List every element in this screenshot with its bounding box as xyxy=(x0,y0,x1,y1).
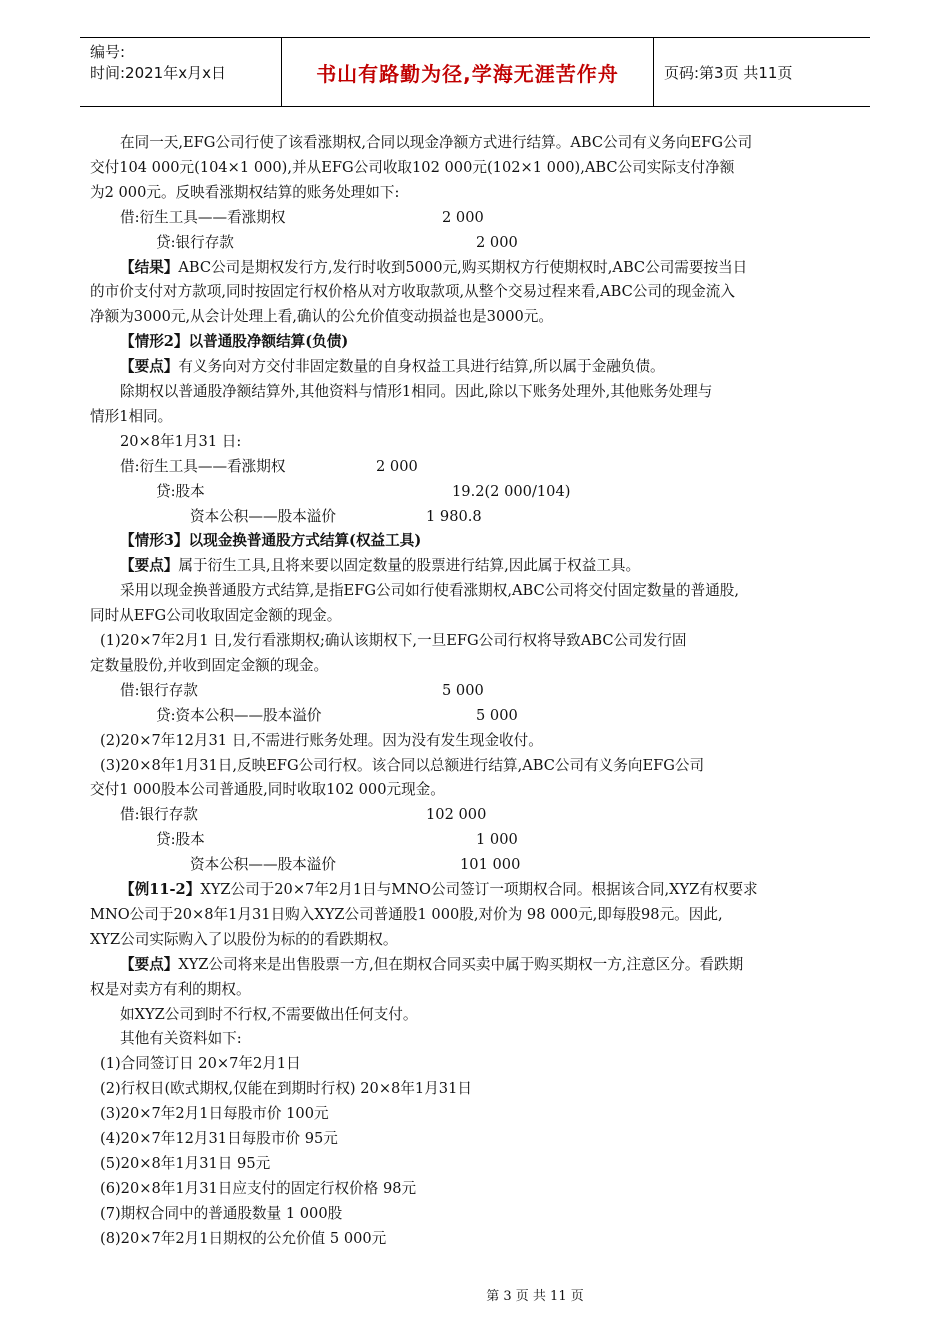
paragraph-text: (7)期权合同中的普通股数量 1 000股 xyxy=(100,1204,343,1222)
journal-entry-line xyxy=(90,704,862,729)
paragraph-line xyxy=(90,1027,862,1052)
document-number-label: 编号: xyxy=(90,43,126,61)
labeled-paragraph-line xyxy=(90,878,862,903)
paragraph-text: 20×8年1月31 日: xyxy=(120,432,242,450)
document-date-label: 时间:2021年x月x日 xyxy=(90,64,226,82)
journal-amount: 1 980.8 xyxy=(426,507,482,525)
paragraph-line xyxy=(90,903,862,928)
journal-account: 借:银行存款 xyxy=(120,681,198,699)
paragraph-line xyxy=(90,405,862,430)
paragraph-text: (5)20×8年1月31日 95元 xyxy=(100,1155,271,1172)
paragraph-text: 情形1相同。 xyxy=(90,407,173,425)
journal-entry-line xyxy=(90,803,862,828)
journal-account: 贷:银行存款 xyxy=(156,233,234,251)
paragraph-text: XYZ公司实际购入了以股份为标的的看跌期权。 xyxy=(90,930,398,948)
page-footer: 第 3 页 共 11 页 xyxy=(486,1289,584,1304)
journal-account: 资本公积——股本溢价 xyxy=(190,507,336,525)
paragraph-line xyxy=(90,181,862,206)
paragraph-line xyxy=(90,579,862,604)
labeled-paragraph-line xyxy=(90,256,862,281)
paragraph-text: 交付1 000股本公司普通股,同时收取102 000元现金。 xyxy=(90,781,445,799)
paragraph-line xyxy=(90,754,862,779)
paragraph-text: (8)20×7年2月1日期权的公允价值 5 000元 xyxy=(100,1229,387,1247)
paragraph-line xyxy=(90,1177,862,1202)
paragraph-line xyxy=(90,1003,862,1028)
header-meta xyxy=(80,38,282,106)
paragraph-line xyxy=(90,654,862,679)
journal-account: 借:银行存款 xyxy=(120,806,198,824)
header-motto: 书山有路勤为径,学海无涯苦作舟 xyxy=(282,38,654,106)
journal-account: 贷:股本 xyxy=(156,831,205,849)
paragraph-text: (2)行权日(欧式期权,仅能在到期时行权) 20×8年1月31日 xyxy=(100,1080,472,1098)
paragraph-line xyxy=(90,1077,862,1102)
journal-amount: 1 000 xyxy=(476,831,518,849)
paragraph-label: 【要点】 xyxy=(120,955,179,973)
paragraph-text: 为2 000元。反映看涨期权结算的账务处理如下: xyxy=(90,183,400,201)
paragraph-line xyxy=(90,629,862,654)
paragraph-text: (3)20×7年2月1日每股市价 100元 xyxy=(100,1105,329,1123)
paragraph-text: (4)20×7年12月31日每股市价 95元 xyxy=(100,1130,338,1148)
paragraph-text: 采用以现金换普通股方式结算,是指EFG公司如行使看涨期权,ABC公司将交付固定数量的普通股, xyxy=(120,582,740,600)
journal-entry-line xyxy=(90,505,862,530)
paragraph-text: 除期权以普通股净额结算外,其他资料与情形1相同。因此,除以下账务处理外,其他账务处理与 xyxy=(120,383,713,401)
journal-amount: 5 000 xyxy=(476,706,518,724)
labeled-paragraph-line xyxy=(90,355,862,380)
paragraph-text: XYZ公司于20×7年2月1日与MNO公司签订一项期权合同。根据该合同,XYZ有权要求 xyxy=(200,881,758,899)
paragraph-line xyxy=(90,1152,862,1177)
paragraph-text: 定数量股份,并收到固定金额的现金。 xyxy=(90,656,329,674)
paragraph-text: (1)合同签订日 20×7年2月1日 xyxy=(100,1055,301,1073)
paragraph-line xyxy=(90,604,862,629)
journal-account: 借:衍生工具——看涨期权 xyxy=(120,457,286,475)
header-page-number: 页码:第3页 共11页 xyxy=(664,63,793,82)
paragraph-line xyxy=(90,729,862,754)
paragraph-text: (3)20×8年1月31日,反映EFG公司行权。该合同以总额进行结算,ABC公司有义务向EFG公司 xyxy=(100,756,705,774)
paragraph-text: 的市价支付对方款项,同时按固定行权价格从对方收取款项,从整个交易过程来看,ABC公司的现金流入 xyxy=(90,283,735,301)
journal-amount: 2 000 xyxy=(376,457,418,475)
paragraph-line xyxy=(90,280,862,305)
paragraph-text: MNO公司于20×8年1月31日购入XYZ公司普通股1 000股,对价为 98 000元,即每股98元。因此, xyxy=(90,905,723,923)
journal-amount: 101 000 xyxy=(460,856,521,874)
journal-account: 资本公积——股本溢价 xyxy=(190,856,336,874)
paragraph-label: 【情形3】以现金换普通股方式结算(权益工具) xyxy=(120,532,422,550)
paragraph-line xyxy=(90,305,862,330)
journal-entry-line xyxy=(90,231,862,256)
document-body xyxy=(90,131,862,1252)
paragraph-line xyxy=(90,1227,862,1252)
journal-entry-line xyxy=(90,853,862,878)
page-header xyxy=(80,37,870,107)
journal-amount: 2 000 xyxy=(442,208,484,226)
paragraph-text: 属于衍生工具,且将来要以固定数量的股票进行结算,因此属于权益工具。 xyxy=(178,557,641,575)
journal-entry-line xyxy=(90,828,862,853)
labeled-paragraph-line xyxy=(90,330,862,355)
journal-amount: 5 000 xyxy=(442,681,484,699)
journal-entry-line xyxy=(90,206,862,231)
paragraph-text: 权是对卖方有利的期权。 xyxy=(90,980,251,998)
paragraph-text: (6)20×8年1月31日应支付的固定行权价格 98元 xyxy=(100,1179,417,1197)
paragraph-line xyxy=(90,978,862,1003)
journal-amount: 102 000 xyxy=(426,806,487,824)
paragraph-line xyxy=(90,131,862,156)
paragraph-line xyxy=(90,156,862,181)
paragraph-text: 其他有关资料如下: xyxy=(120,1030,242,1048)
paragraph-line xyxy=(90,1052,862,1077)
paragraph-line xyxy=(90,928,862,953)
paragraph-line xyxy=(90,1127,862,1152)
journal-account: 贷:资本公积——股本溢价 xyxy=(156,706,322,724)
journal-account: 贷:股本 xyxy=(156,482,205,500)
paragraph-line xyxy=(90,778,862,803)
paragraph-label: 【结果】 xyxy=(120,258,179,276)
paragraph-text: ABC公司是期权发行方,发行时收到5000元,购买期权方行使期权时,ABC公司需要按当日 xyxy=(178,258,748,276)
paragraph-text: 有义务向对方交付非固定数量的自身权益工具进行结算,所以属于金融负债。 xyxy=(178,358,665,376)
paragraph-line xyxy=(90,380,862,405)
paragraph-line xyxy=(90,1202,862,1227)
journal-entry-line xyxy=(90,455,862,480)
labeled-paragraph-line xyxy=(90,554,862,579)
paragraph-text: XYZ公司将来是出售股票一方,但在期权合同买卖中属于购买期权一方,注意区分。看跌期 xyxy=(178,955,744,973)
journal-account: 借:衍生工具——看涨期权 xyxy=(120,208,286,226)
paragraph-text: 在同一天,EFG公司行使了该看涨期权,合同以现金净额方式进行结算。ABC公司有义务向EFG公司 xyxy=(120,134,753,151)
paragraph-line xyxy=(90,1102,862,1127)
journal-entry-line xyxy=(90,679,862,704)
paragraph-line xyxy=(90,430,862,455)
paragraph-text: 交付104 000元(104×1 000),并从EFG公司收取102 000元(102×1 000),ABC公司实际支付净额 xyxy=(90,158,735,176)
paragraph-text: 净额为3000元,从会计处理上看,确认的公允价值变动损益也是3000元。 xyxy=(90,308,553,326)
paragraph-text: (1)20×7年2月1 日,发行看涨期权;确认该期权下,一旦EFG公司行权将导致ABC公司发行固 xyxy=(100,632,687,650)
paragraph-text: (2)20×7年12月31 日,不需进行账务处理。因为没有发生现金收付。 xyxy=(100,731,543,749)
journal-amount: 2 000 xyxy=(476,233,518,251)
paragraph-label: 【要点】 xyxy=(120,358,179,376)
labeled-paragraph-line xyxy=(90,953,862,978)
paragraph-label: 【情形2】以普通股净额结算(负债) xyxy=(120,333,349,351)
paragraph-label: 【例11-2】 xyxy=(120,881,201,899)
paragraph-text: 如XYZ公司到时不行权,不需要做出任何支付。 xyxy=(120,1005,418,1023)
journal-amount: 19.2(2 000/104) xyxy=(452,482,571,500)
paragraph-text: 同时从EFG公司收取固定金额的现金。 xyxy=(90,607,342,625)
labeled-paragraph-line xyxy=(90,529,862,554)
journal-entry-line xyxy=(90,480,862,505)
paragraph-label: 【要点】 xyxy=(120,557,179,575)
